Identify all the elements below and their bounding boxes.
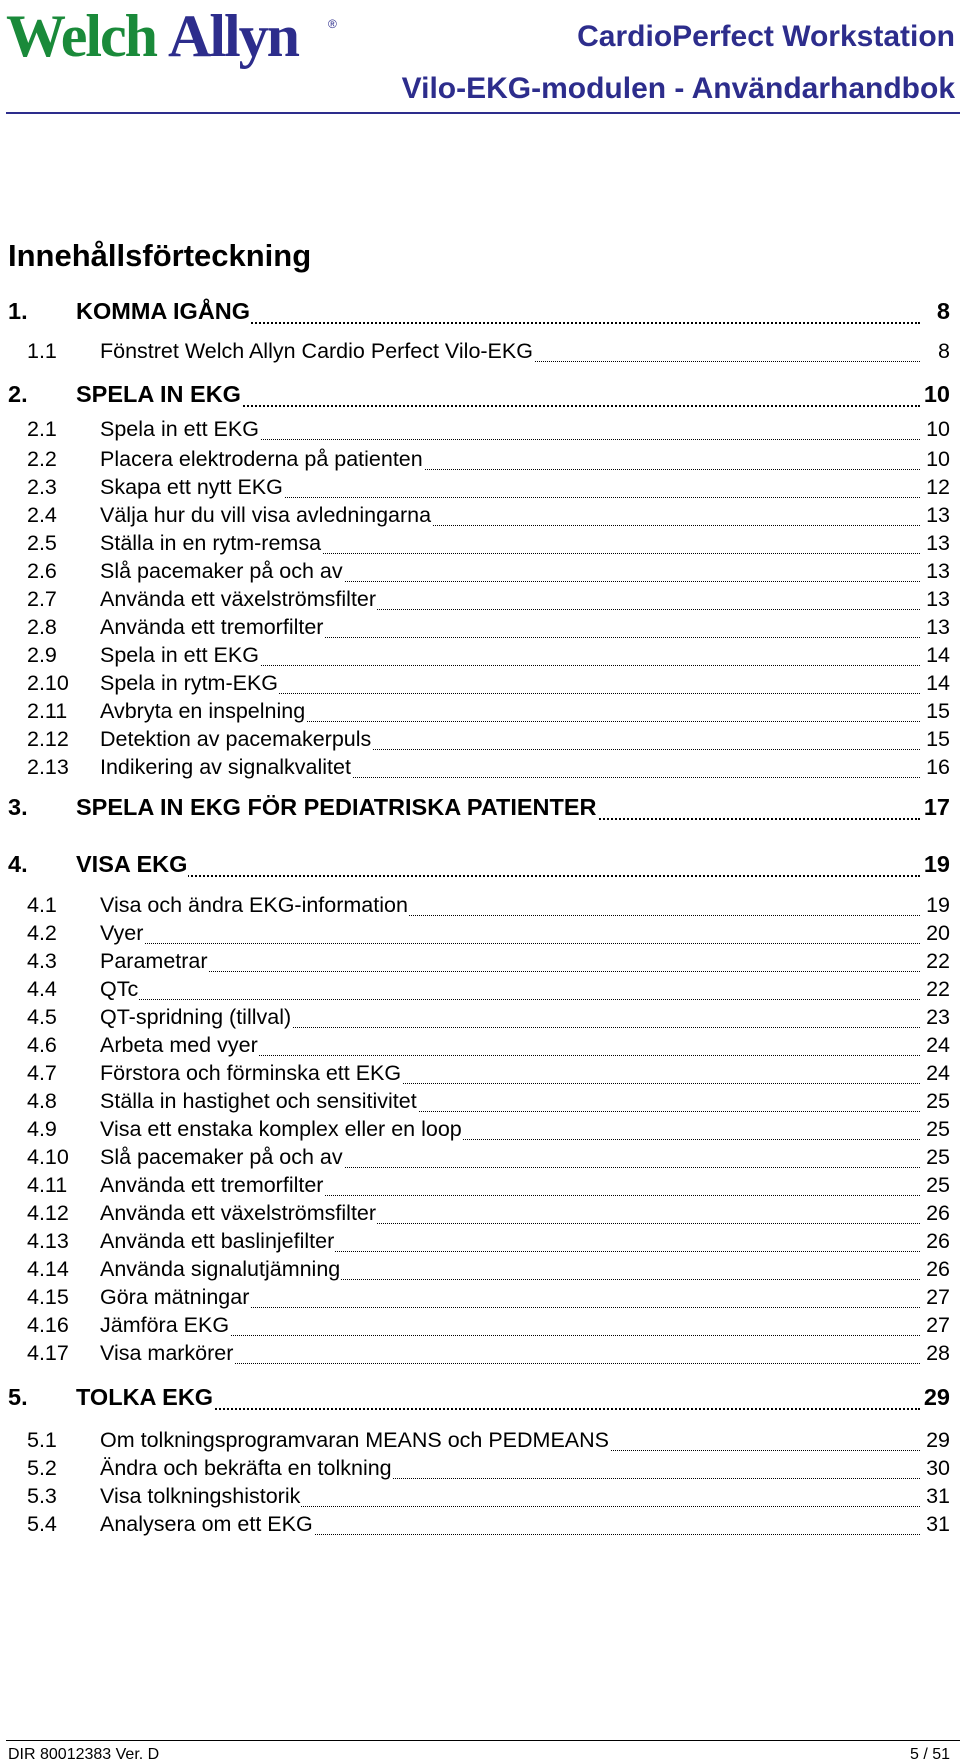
toc-section-entry[interactable]	[0, 1484, 960, 1514]
toc-entry-label: VISA EKG	[76, 851, 188, 877]
toc-entry-page: 25	[926, 1117, 950, 1141]
toc-entry-number: 5.3	[27, 1484, 57, 1508]
toc-entry-number: 3.	[8, 794, 28, 820]
toc-entry-page: 25	[926, 1089, 950, 1113]
toc-entry-label: SPELA IN EKG	[76, 381, 241, 407]
toc-section-entry[interactable]	[0, 531, 960, 561]
toc-section-entry[interactable]	[0, 1005, 960, 1035]
toc-entry-label: QT-spridning (tillval)	[100, 1005, 292, 1029]
toc-section-entry[interactable]	[0, 1033, 960, 1063]
toc-section-entry[interactable]	[0, 615, 960, 645]
toc-dot-leader	[120, 943, 920, 944]
toc-chapter-entry[interactable]	[0, 298, 960, 328]
toc-entry-number: 2.8	[27, 615, 57, 639]
toc-entry-number: 4.8	[27, 1089, 57, 1113]
toc-section-entry[interactable]	[0, 727, 960, 757]
toc-section-entry[interactable]	[0, 417, 960, 447]
toc-entry-page: 13	[926, 503, 950, 527]
document-id: DIR 80012383 Ver. D	[8, 1746, 160, 1763]
toc-entry-label: Vyer	[100, 921, 144, 945]
toc-entry-number: 4.17	[27, 1341, 69, 1365]
toc-section-entry[interactable]	[0, 1061, 960, 1091]
toc-entry-number: 4.15	[27, 1285, 69, 1309]
toc-entry-number: 4.4	[27, 977, 57, 1001]
toc-entry-page: 26	[926, 1201, 950, 1225]
toc-entry-label: Parametrar	[100, 949, 208, 973]
toc-entry-label: Om tolkningsprogramvaran MEANS och PEDMEANS	[100, 1428, 610, 1452]
toc-entry-number: 4.9	[27, 1117, 57, 1141]
toc-chapter-entry[interactable]	[0, 851, 960, 881]
toc-entry-page: 30	[926, 1456, 950, 1480]
toc-section-entry[interactable]	[0, 949, 960, 979]
toc-section-entry[interactable]	[0, 1285, 960, 1315]
toc-entry-label: Ställa in en rytm-remsa	[100, 531, 322, 555]
toc-entry-page: 28	[926, 1341, 950, 1365]
toc-entry-label: Förstora och förminska ett EKG	[100, 1061, 402, 1085]
toc-entry-label: Spela in ett EKG	[100, 643, 259, 667]
toc-entry-number: 2.	[8, 381, 28, 407]
toc-entry-label: Fönstret Welch Allyn Cardio Perfect Vilo-EKG	[100, 339, 533, 363]
toc-entry-page: 15	[926, 727, 950, 751]
toc-entry-page: 19	[926, 893, 950, 917]
toc-dot-leader	[120, 999, 920, 1000]
toc-section-entry[interactable]	[0, 1428, 960, 1458]
toc-entry-page: 19	[923, 851, 950, 877]
toc-entry-number: 4.3	[27, 949, 57, 973]
toc-entry-label: Placera elektroderna på patienten	[100, 447, 423, 471]
toc-entry-number: 2.12	[27, 727, 69, 751]
toc-entry-number: 2.4	[27, 503, 57, 527]
toc-entry-label: Indikering av signalkvalitet	[100, 755, 351, 779]
toc-entry-label: KOMMA IGÅNG	[76, 298, 251, 324]
toc-entry-page: 15	[926, 699, 950, 723]
toc-entry-page: 24	[926, 1061, 950, 1085]
svg-text:®: ®	[328, 17, 337, 31]
footer-divider	[6, 1740, 960, 1741]
toc-entry-page: 17	[923, 794, 950, 820]
toc-entry-label: SPELA IN EKG FÖR PEDIATRISKA PATIENTER	[76, 794, 597, 820]
toc-entry-page: 14	[926, 671, 950, 695]
toc-entry-label: Skapa ett nytt EKG	[100, 475, 283, 499]
toc-dot-leader	[120, 875, 920, 877]
toc-entry-page: 31	[926, 1512, 950, 1536]
toc-entry-page: 27	[926, 1285, 950, 1309]
toc-section-entry[interactable]	[0, 1201, 960, 1231]
toc-entry-label: Visa tolkningshistorik	[100, 1484, 301, 1508]
toc-chapter-entry[interactable]	[0, 381, 960, 411]
svg-text:Allyn: Allyn	[168, 3, 299, 69]
toc-entry-label: Ändra och bekräfta en tolkning	[100, 1456, 392, 1480]
toc-entry-label: Slå pacemaker på och av	[100, 1145, 343, 1169]
toc-entry-number: 1.	[8, 298, 28, 324]
toc-dot-leader	[120, 971, 920, 972]
toc-entry-number: 2.5	[27, 531, 57, 555]
toc-section-entry[interactable]	[0, 755, 960, 785]
toc-entry-number: 2.3	[27, 475, 57, 499]
toc-section-entry[interactable]	[0, 339, 960, 369]
toc-entry-number: 4.5	[27, 1005, 57, 1029]
toc-entry-page: 29	[923, 1384, 950, 1410]
toc-entry-page: 25	[926, 1173, 950, 1197]
toc-entry-number: 4.16	[27, 1313, 69, 1337]
toc-entry-page: 8	[938, 339, 950, 363]
toc-entry-page: 12	[926, 475, 950, 499]
toc-section-entry[interactable]	[0, 1117, 960, 1147]
toc-entry-label: Visa markörer	[100, 1341, 234, 1365]
toc-entry-number: 2.11	[27, 699, 68, 723]
toc-entry-page: 8	[936, 298, 950, 324]
toc-entry-page: 26	[926, 1257, 950, 1281]
toc-entry-number: 2.1	[27, 417, 57, 441]
toc-entry-label: Jämföra EKG	[100, 1313, 230, 1337]
toc-entry-page: 22	[926, 977, 950, 1001]
toc-entry-page: 27	[926, 1313, 950, 1337]
toc-entry-number: 4.7	[27, 1061, 57, 1085]
toc-section-entry[interactable]	[0, 1173, 960, 1203]
toc-entry-number: 5.4	[27, 1512, 57, 1536]
toc-entry-number: 2.10	[27, 671, 69, 695]
header-title: CardioPerfect Workstation	[577, 20, 955, 53]
toc-entry-number: 2.7	[27, 587, 57, 611]
toc-section-entry[interactable]	[0, 1313, 960, 1343]
toc-dot-leader	[120, 1363, 920, 1364]
toc-entry-label: Visa och ändra EKG-information	[100, 893, 408, 917]
toc-entry-number: 4.13	[27, 1229, 69, 1253]
toc-entry-page: 14	[926, 643, 950, 667]
toc-entry-label: Välja hur du vill visa avledningarna	[100, 503, 432, 527]
toc-entry-page: 13	[926, 615, 950, 639]
toc-entry-number: 2.6	[27, 559, 57, 583]
page-footer	[0, 1740, 960, 1763]
toc-entry-number: 1.1	[27, 339, 57, 363]
toc-title: Innehållsförteckning	[8, 238, 312, 273]
toc-entry-page: 20	[926, 921, 950, 945]
toc-entry-label: QTc	[100, 977, 139, 1001]
toc-section-entry[interactable]	[0, 921, 960, 951]
toc-entry-page: 10	[926, 417, 950, 441]
toc-section-entry[interactable]	[0, 475, 960, 505]
toc-entry-label: Använda signalutjämning	[100, 1257, 341, 1281]
toc-entry-number: 5.	[8, 1384, 28, 1410]
toc-entry-label: Arbeta med vyer	[100, 1033, 258, 1057]
toc-entry-label: Spela in ett EKG	[100, 417, 259, 441]
toc-entry-label: Analysera om ett EKG	[100, 1512, 313, 1536]
toc-section-entry[interactable]	[0, 1145, 960, 1175]
toc-entry-label: Använda ett tremorfilter	[100, 1173, 324, 1197]
svg-text:Welch: Welch	[6, 3, 156, 69]
toc-entry-number: 4.12	[27, 1201, 69, 1225]
toc-entry-page: 24	[926, 1033, 950, 1057]
page-number: 5 / 51	[909, 1746, 950, 1763]
toc-section-entry[interactable]	[0, 1257, 960, 1287]
toc-entry-number: 4.2	[27, 921, 57, 945]
toc-entry-label: Ställa in hastighet och sensitivitet	[100, 1089, 417, 1113]
toc-entry-number: 2.9	[27, 643, 57, 667]
toc-entry-number: 5.1	[27, 1428, 57, 1452]
toc-entry-page: 10	[926, 447, 950, 471]
toc-dot-leader	[120, 1335, 920, 1336]
toc-section-entry[interactable]	[0, 503, 960, 533]
toc-entry-label: Göra mätningar	[100, 1285, 250, 1309]
toc-entry-label: Spela in rytm-EKG	[100, 671, 279, 695]
toc-section-entry[interactable]	[0, 893, 960, 923]
toc-section-entry[interactable]	[0, 671, 960, 701]
toc-section-entry[interactable]	[0, 1229, 960, 1259]
toc-entry-number: 4.	[8, 851, 28, 877]
toc-entry-page: 29	[926, 1428, 950, 1452]
toc-entry-number: 4.6	[27, 1033, 57, 1057]
toc-entry-page: 10	[923, 381, 950, 407]
toc-section-entry[interactable]	[0, 587, 960, 617]
toc-entry-page: 22	[926, 949, 950, 973]
toc-entry-number: 5.2	[27, 1456, 57, 1480]
toc-entry-label: TOLKA EKG	[76, 1384, 214, 1410]
toc-section-entry[interactable]	[0, 447, 960, 477]
toc-entry-page: 23	[926, 1005, 950, 1029]
toc-section-entry[interactable]	[0, 1512, 960, 1542]
toc-section-entry[interactable]	[0, 1089, 960, 1119]
toc-section-entry[interactable]	[0, 977, 960, 1007]
toc-section-entry[interactable]	[0, 643, 960, 673]
toc-entry-label: Använda ett tremorfilter	[100, 615, 324, 639]
toc-entry-label: Slå pacemaker på och av	[100, 559, 343, 583]
toc-section-entry[interactable]	[0, 699, 960, 729]
toc-entry-number: 2.2	[27, 447, 57, 471]
toc-entry-page: 16	[926, 755, 950, 779]
toc-entry-number: 4.14	[27, 1257, 69, 1281]
toc-section-entry[interactable]	[0, 1341, 960, 1371]
toc-entry-number: 4.1	[27, 893, 57, 917]
toc-dot-leader	[120, 1408, 920, 1410]
toc-entry-label: Använda ett växelströmsfilter	[100, 587, 377, 611]
toc-entry-label: Använda ett växelströmsfilter	[100, 1201, 377, 1225]
toc-chapter-entry[interactable]	[0, 794, 960, 824]
toc-entry-page: 26	[926, 1229, 950, 1253]
header-subtitle: Vilo-EKG-modulen - Användarhandbok	[401, 72, 955, 105]
toc-entry-page: 13	[926, 587, 950, 611]
toc-entry-page: 13	[926, 559, 950, 583]
toc-chapter-entry[interactable]	[0, 1384, 960, 1414]
toc-entry-page: 25	[926, 1145, 950, 1169]
toc-entry-label: Visa ett enstaka komplex eller en loop	[100, 1117, 462, 1141]
toc-section-entry[interactable]	[0, 559, 960, 589]
toc-entry-number: 4.11	[27, 1173, 68, 1197]
toc-entry-label: Använda ett baslinjefilter	[100, 1229, 335, 1253]
toc-entry-number: 4.10	[27, 1145, 69, 1169]
toc-entry-page: 31	[926, 1484, 950, 1508]
toc-entry-number: 2.13	[27, 755, 69, 779]
toc-entry-label: Avbryta en inspelning	[100, 699, 306, 723]
toc-entry-page: 13	[926, 531, 950, 555]
toc-entry-label: Detektion av pacemakerpuls	[100, 727, 372, 751]
toc-section-entry[interactable]	[0, 1456, 960, 1486]
